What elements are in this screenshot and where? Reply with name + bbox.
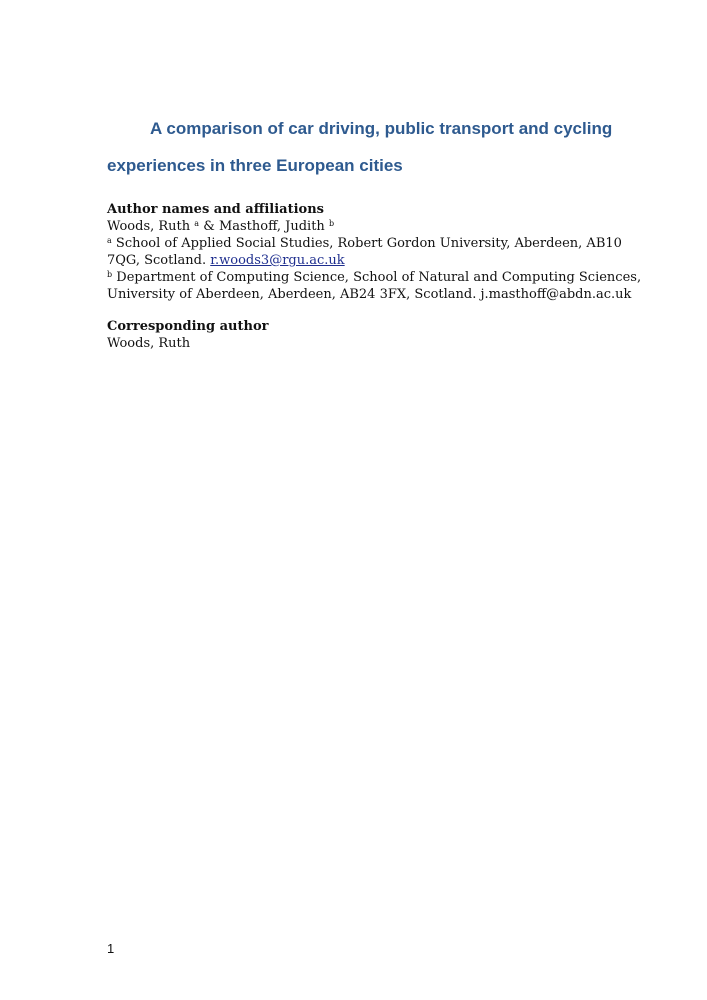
affiliation-a-text-cont: 7QG, Scotland. [107, 253, 207, 268]
corresponding-author-section [107, 318, 627, 352]
page-number: 1 [107, 941, 115, 956]
author-2-name: Masthoff, Judith [218, 219, 325, 234]
corresponding-author-name: Woods, Ruth [107, 336, 191, 351]
affiliation-a-marker: a [107, 236, 112, 245]
email-link-woods[interactable]: r.woods3@rgu.ac.uk [210, 253, 345, 268]
paper-title: A comparison of car driving, public transport and cycling experiences in three European cities [107, 119, 613, 175]
affiliation-b-line-2: University of Aberdeen, Aberdeen, AB24 3FX, Scotland. j.masthoff@abdn.ac.uk [107, 287, 632, 302]
affiliation-b-marker: b [107, 270, 113, 279]
affiliations-heading: Author names and affiliations [107, 202, 324, 217]
corresponding-author-heading: Corresponding author [107, 319, 269, 334]
affiliation-a-line-2 [107, 252, 627, 269]
affiliation-a-line-1 [107, 235, 627, 252]
author-1-affil-marker: a [194, 219, 200, 228]
author-names-line [107, 218, 627, 235]
author-2-affil-marker: b [328, 219, 335, 228]
affiliation-b-line-1 [107, 269, 642, 286]
author-affiliations-section [107, 201, 642, 303]
author-1-name: Woods, Ruth [107, 219, 191, 234]
author-joiner: & [203, 219, 215, 234]
affiliation-b-text: Department of Computing Science, School of Natural and Computing Sciences, [116, 270, 642, 285]
affiliation-a-text: School of Applied Social Studies, Robert Gordon University, Aberdeen, AB10 [115, 236, 622, 251]
